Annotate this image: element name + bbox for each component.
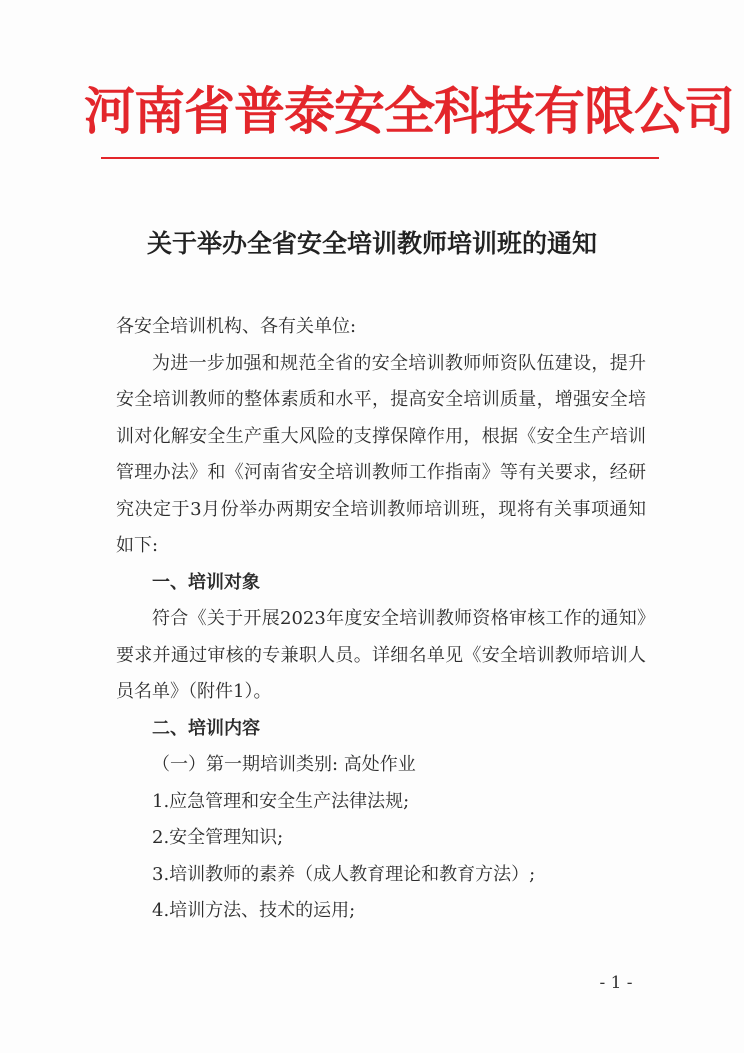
training-target-paragraph: 符合《关于开展2023年度安全培训教师资格审核工作的通知》要求并通过审核的专兼职人员。详细名单见《安全培训教师培训人员名单》（附件1）。: [116, 608, 646, 702]
subsection-first-session: （一）第一期培训类别: 高处作业: [152, 754, 416, 775]
content-list-item: 1.应急管理和安全生产法律法规;: [152, 790, 410, 812]
section-heading-training-content: 二、培训内容: [152, 717, 260, 739]
content-list-item: 4.培训方法、技术的运用;: [152, 900, 356, 921]
section-heading-training-target: 一、培训对象: [152, 571, 260, 593]
salutation: 各安全培训机构、各有关单位:: [116, 316, 357, 337]
content-list-item: 2.安全管理知识;: [152, 827, 284, 848]
content-list-item: 3.培训教师的素养（成人教育理论和教育方法）;: [152, 863, 536, 885]
document-title: 关于举办全省安全培训教师培训班的通知: [146, 229, 597, 258]
company-letterhead: 河南省普泰安全科技有限公司: [84, 83, 735, 142]
document-body: [116, 309, 646, 930]
letterhead-red-rule: [101, 157, 659, 159]
page-number: - 1 -: [599, 973, 633, 993]
intro-paragraph: 为进一步加强和规范全省的安全培训教师师资队伍建设，提升安全培训教师的整体素质和水平，提高安全培训质量，增强安全培训对化解安全生产重大风险的支撑保障作用，根据《安全生产培训管理办法》和《河南省安全培训教师工作指南》等有关要求，经研究决定于3月份举办两期安全培训教师培训班，现将有关事项通知如下:: [116, 352, 646, 556]
